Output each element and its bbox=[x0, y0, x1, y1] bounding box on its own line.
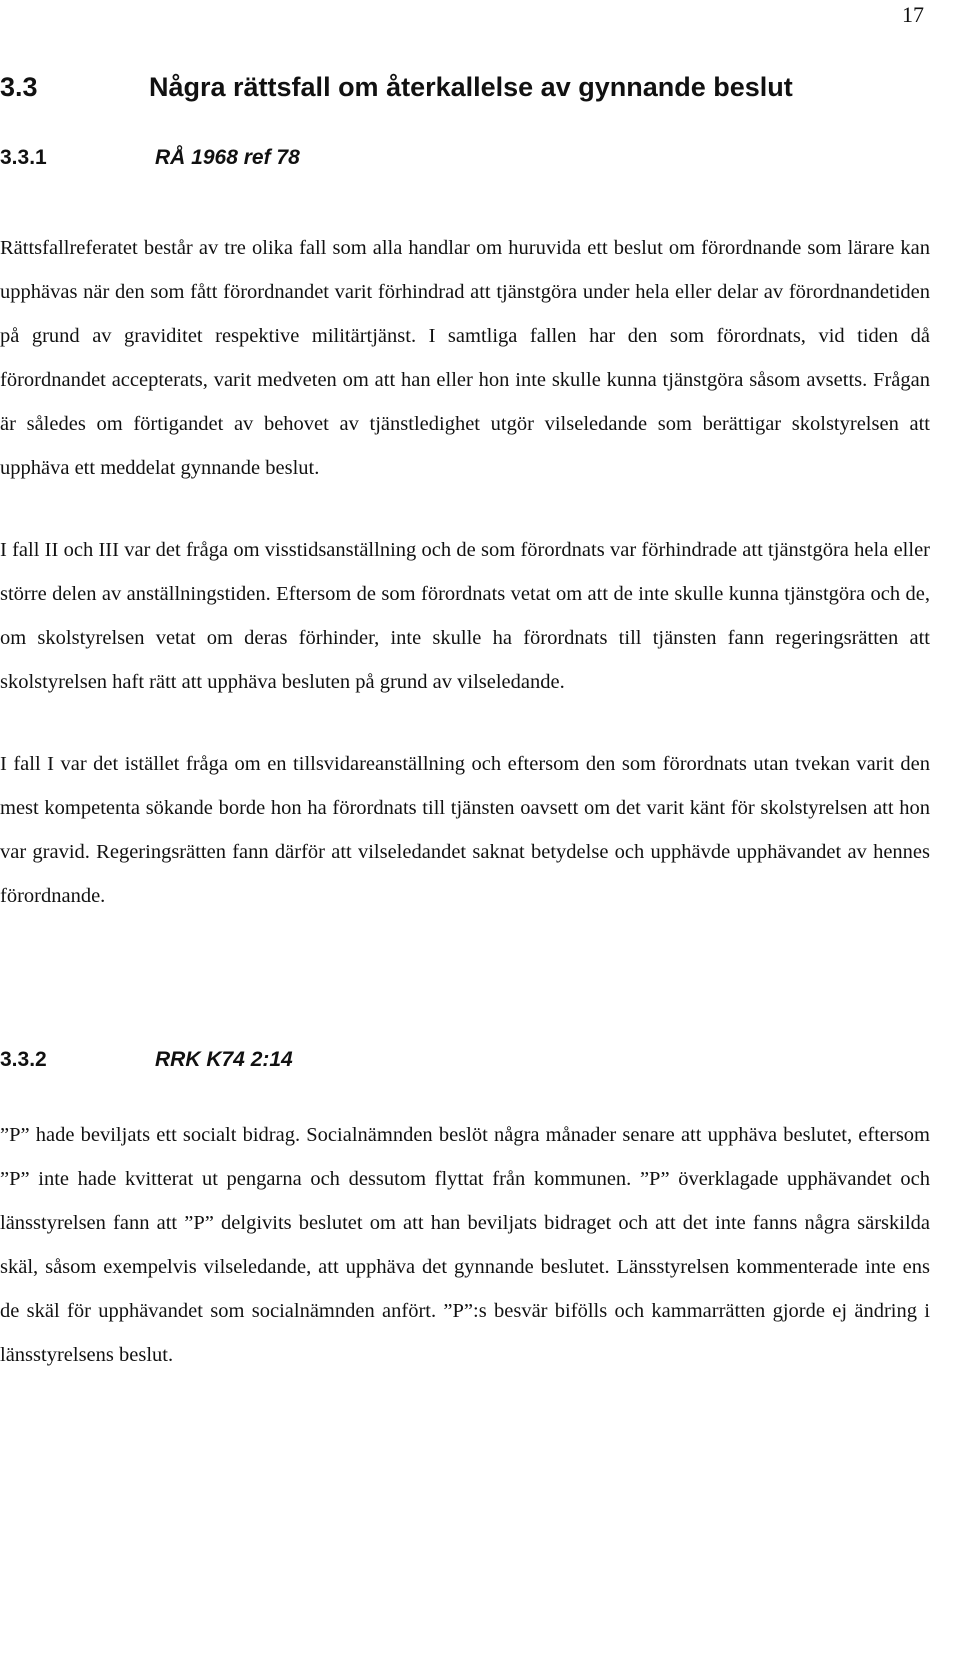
paragraph: ”P” hade beviljats ett socialt bidrag. Socialnämnden beslöt några månader senare att upphäva beslutet, eftersom ”P” inte hade kvitterat ut pengarna och dessutom flyttat från kommunen. ”P” överklagade upphävandet och länsstyrelsen fann att ”P” delgivits beslutet om att han beviljats bidraget och att det inte fanns några särskilda skäl, såsom exempelvis vilseledande, att upphäva det gynnande beslutet. Länsstyrelsen kommenterade inte ens de skäl för upphävandet som socialnämnden anfört. ”P”:s besvär bifölls och kammarrätten gjorde ej ändring i länsstyrelsens beslut. bbox=[0, 1124, 930, 1366]
paragraph: Rättsfallreferatet består av tre olika fall som alla handlar om huruvida ett beslut om förordnande som lärare kan upphävas när den som fått förordnandet varit förhindrad att tjänstgöra under hela eller delar av förordnandetiden på grund av graviditet respektive militärtjänst. I samtliga fallen har den som förordnats, vid tiden då förordnandet accepterats, varit medveten om att han eller hon inte skulle kunna tjänstgöra såsom avsetts. Frågan är således om förtigandet av behovet av tjänstledighet utgör vilseledande som berättigar skolstyrelsen att upphäva ett meddelat gynnande beslut. bbox=[0, 237, 930, 479]
subsection-2 bbox=[0, 1048, 930, 1377]
section-number: 3.3 bbox=[0, 72, 38, 102]
page-number: 17 bbox=[902, 2, 924, 27]
subsection-heading-1 bbox=[0, 103, 930, 170]
subsection-number: 3.3.1 bbox=[0, 146, 47, 169]
paragraph: I fall II och III var det fråga om visstidsanställning och de som förordnats var förhindrade att tjänstgöra hela eller större delen av anställningstiden. Eftersom de som förordnats vetat om att de inte skulle kunna tjänstgöra och de, om skolstyrelsen vetat om deras förhinder, inte skulle ha förordnats till tjänsten fann regeringsrätten att skolstyrelsen haft rätt att upphäva besluten på grund av vilseledande. bbox=[0, 539, 930, 693]
subsection-number: 3.3.2 bbox=[0, 1048, 47, 1071]
section-title: Några rättsfall om återkallelse av gynnande beslut bbox=[149, 72, 793, 102]
paragraph: I fall I var det istället fråga om en tillsvidareanställning och eftersom den som förordnats utan tvekan varit den mest kompetenta sökande borde hon ha förordnats till tjänsten oavsett om det varit känt för skolstyrelsen att hon var gravid. Regeringsrätten fann därför att vilseledandet saknat betydelse och upphävde upphävandet av hennes förordnande. bbox=[0, 753, 930, 907]
subsection-heading-2 bbox=[0, 1048, 930, 1072]
subsection-title: RRK K74 2:14 bbox=[155, 1048, 293, 1071]
subsection-title: RÅ 1968 ref 78 bbox=[155, 146, 300, 169]
section-heading bbox=[0, 0, 930, 103]
